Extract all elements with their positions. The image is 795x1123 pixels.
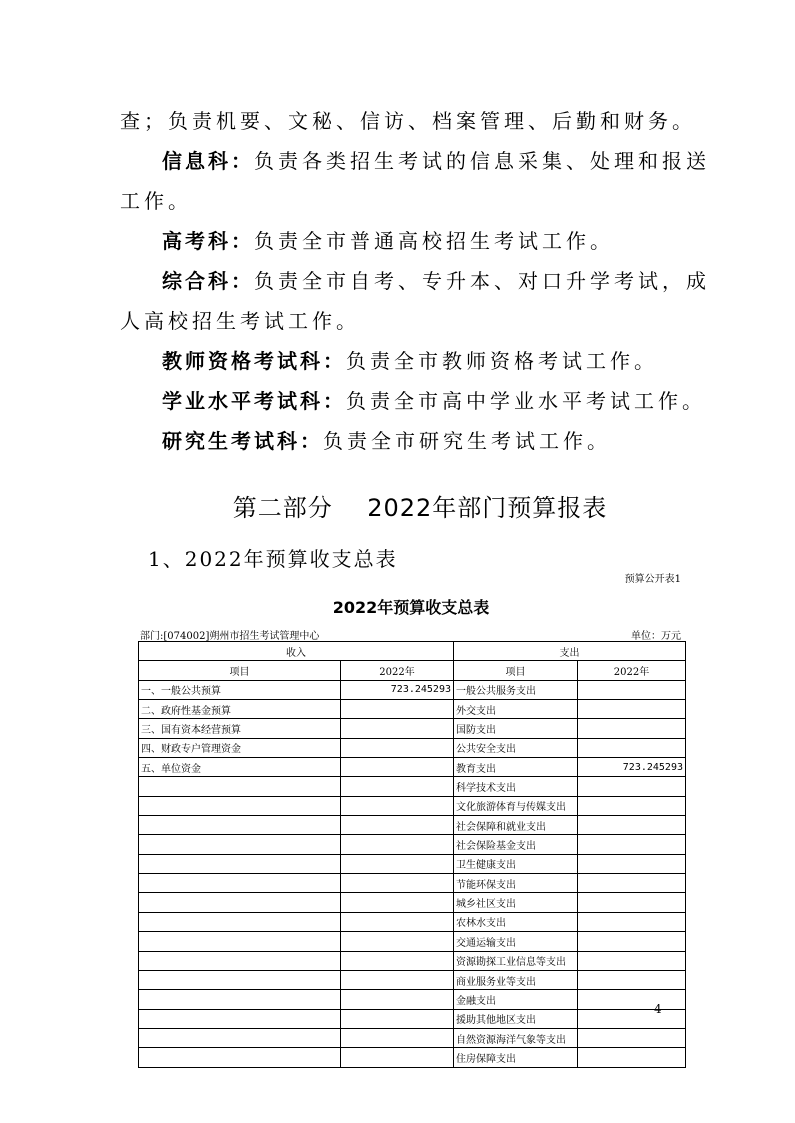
income-value-cell [341, 874, 454, 893]
income-value-cell [341, 932, 454, 951]
income-value-cell [341, 816, 454, 835]
expense-item-cell: 城乡社区支出 [454, 893, 578, 912]
income-item-cell [139, 893, 341, 912]
income-item-cell [139, 835, 341, 854]
income-header: 收入 [139, 642, 454, 661]
expense-value-cell [578, 951, 686, 970]
grad-dept-paragraph [162, 421, 722, 461]
expense-item-cell: 农林水支出 [454, 912, 578, 931]
income-value-cell [341, 1048, 454, 1067]
expense-header: 支出 [454, 642, 686, 661]
table-row [139, 758, 686, 777]
income-item-cell [139, 854, 341, 873]
income-item-cell [139, 777, 341, 796]
gaokao-dept-text: 负责全市普通高校招生考试工作。 [254, 229, 614, 253]
table-row [139, 932, 686, 951]
expense-value-cell [578, 893, 686, 912]
income-item-cell [139, 970, 341, 989]
income-value-cell [341, 835, 454, 854]
income-value-cell [341, 1009, 454, 1028]
income-item-cell [139, 951, 341, 970]
expense-value-cell [578, 719, 686, 738]
info-dept-paragraph [162, 141, 722, 181]
expense-item-cell: 社会保障和就业支出 [454, 816, 578, 835]
table-row [139, 1009, 686, 1028]
table-row [139, 854, 686, 873]
income-item-cell: 一、一般公共预算 [139, 680, 341, 699]
grad-dept-label: 研究生考试科： [162, 429, 323, 453]
expense-value-cell [578, 912, 686, 931]
income-value-cell [341, 854, 454, 873]
income-item-cell: 五、单位资金 [139, 758, 341, 777]
income-value-cell [341, 700, 454, 719]
budget-table [138, 641, 686, 1068]
zonghe-dept-label: 综合科： [162, 269, 254, 293]
subtitle: 1、2022年预算收支总表 [148, 547, 398, 571]
expense-value-cell [578, 816, 686, 835]
teacher-dept-paragraph [162, 341, 722, 381]
expense-item-cell: 社会保险基金支出 [454, 835, 578, 854]
income-value-cell [341, 758, 454, 777]
income-item-cell [139, 1048, 341, 1067]
expense-item-cell: 文化旅游体育与传媒支出 [454, 796, 578, 815]
expense-value-cell [578, 854, 686, 873]
expense-value-cell [578, 970, 686, 989]
table-row [139, 1048, 686, 1067]
table-row [139, 680, 686, 699]
expense-item-cell: 教育支出 [454, 758, 578, 777]
table-row [139, 912, 686, 931]
income-value-cell [341, 990, 454, 1009]
table-row [139, 970, 686, 989]
info-dept-label: 信息科： [162, 149, 254, 173]
income-value-cell [341, 738, 454, 757]
table-row [139, 990, 686, 1009]
expense-value-cell [578, 874, 686, 893]
table-row [139, 719, 686, 738]
info-dept-text: 负责各类招生考试的信息采集、处理和报送 [254, 149, 710, 173]
expense-year-header: 2022年 [578, 661, 686, 680]
income-value-cell [341, 970, 454, 989]
income-value-cell [341, 719, 454, 738]
expense-value-cell [578, 835, 686, 854]
income-value-cell: 723.245293 [341, 680, 454, 699]
expense-item-cell: 商业服务业等支出 [454, 970, 578, 989]
income-year-header: 2022年 [341, 661, 454, 680]
expense-value-cell [578, 738, 686, 757]
intro-line: 查；负责机要、文秘、信访、档案管理、后勤和财务。 [120, 109, 696, 133]
income-item-cell [139, 912, 341, 931]
unit-label: 单位：万元 [631, 631, 681, 642]
table-row [139, 951, 686, 970]
teacher-dept-text: 负责全市教师资格考试工作。 [346, 349, 658, 373]
income-item-cell [139, 796, 341, 815]
expense-value-cell [578, 1048, 686, 1067]
expense-item-cell: 住房保障支出 [454, 1048, 578, 1067]
grad-dept-text: 负责全市研究生考试工作。 [323, 429, 611, 453]
expense-item-cell: 自然资源海洋气象等支出 [454, 1028, 578, 1047]
section-title: 第二部分 2022年部门预算报表 [232, 494, 608, 522]
table-group-header-row [139, 642, 686, 661]
table-row [139, 796, 686, 815]
expense-value-cell [578, 932, 686, 951]
expense-item-cell: 外交支出 [454, 700, 578, 719]
income-item-cell [139, 990, 341, 1009]
page-number: 4 [654, 1002, 662, 1016]
zonghe-dept-text: 负责全市自考、专升本、对口升学考试，成 [254, 269, 710, 293]
table-row [139, 893, 686, 912]
income-item-cell [139, 932, 341, 951]
expense-item-cell: 一般公共服务支出 [454, 680, 578, 699]
zonghe-dept-paragraph [162, 261, 722, 301]
department-label: 部门:[074002]朔州市招生考试管理中心 [140, 631, 320, 642]
table-row [139, 835, 686, 854]
income-value-cell [341, 951, 454, 970]
income-value-cell [341, 777, 454, 796]
zonghe-dept-continuation: 人高校招生考试工作。 [120, 309, 360, 333]
table-row [139, 777, 686, 796]
table-row [139, 700, 686, 719]
expense-item-cell: 援助其他地区支出 [454, 1009, 578, 1028]
expense-item-cell: 节能环保支出 [454, 874, 578, 893]
expense-value-cell [578, 990, 686, 1009]
expense-item-cell: 国防支出 [454, 719, 578, 738]
table-tag: 预算公开表1 [624, 574, 681, 585]
table-title: 2022年预算收支总表 [332, 598, 490, 617]
expense-item-cell: 科学技术支出 [454, 777, 578, 796]
xueye-dept-label: 学业水平考试科： [162, 389, 346, 413]
teacher-dept-label: 教师资格考试科： [162, 349, 346, 373]
income-value-cell [341, 796, 454, 815]
income-item-cell: 三、国有资本经营预算 [139, 719, 341, 738]
income-value-cell [341, 912, 454, 931]
expense-value-cell [578, 680, 686, 699]
expense-item-cell: 公共安全支出 [454, 738, 578, 757]
expense-item-header: 项目 [454, 661, 578, 680]
expense-value-cell [578, 777, 686, 796]
expense-item-cell: 金融支出 [454, 990, 578, 1009]
gaokao-dept-paragraph [162, 221, 722, 261]
income-item-cell [139, 1028, 341, 1047]
income-value-cell [341, 893, 454, 912]
income-item-cell [139, 816, 341, 835]
table-row [139, 1028, 686, 1047]
expense-value-cell [578, 1009, 686, 1028]
table-row [139, 816, 686, 835]
expense-item-cell: 卫生健康支出 [454, 854, 578, 873]
income-item-header: 项目 [139, 661, 341, 680]
expense-item-cell: 资源勘探工业信息等支出 [454, 951, 578, 970]
table-row [139, 874, 686, 893]
income-item-cell: 二、政府性基金预算 [139, 700, 341, 719]
gaokao-dept-label: 高考科： [162, 229, 254, 253]
table-row [139, 738, 686, 757]
table-column-header-row [139, 661, 686, 680]
info-dept-continuation: 工作。 [120, 189, 192, 213]
xueye-dept-text: 负责全市高中学业水平考试工作。 [346, 389, 706, 413]
income-value-cell [341, 1028, 454, 1047]
income-item-cell [139, 1009, 341, 1028]
expense-value-cell [578, 700, 686, 719]
xueye-dept-paragraph [162, 381, 722, 421]
income-item-cell [139, 874, 341, 893]
expense-value-cell [578, 1028, 686, 1047]
expense-value-cell: 723.245293 [578, 758, 686, 777]
expense-item-cell: 交通运输支出 [454, 932, 578, 951]
income-item-cell: 四、财政专户管理资金 [139, 738, 341, 757]
expense-value-cell [578, 796, 686, 815]
